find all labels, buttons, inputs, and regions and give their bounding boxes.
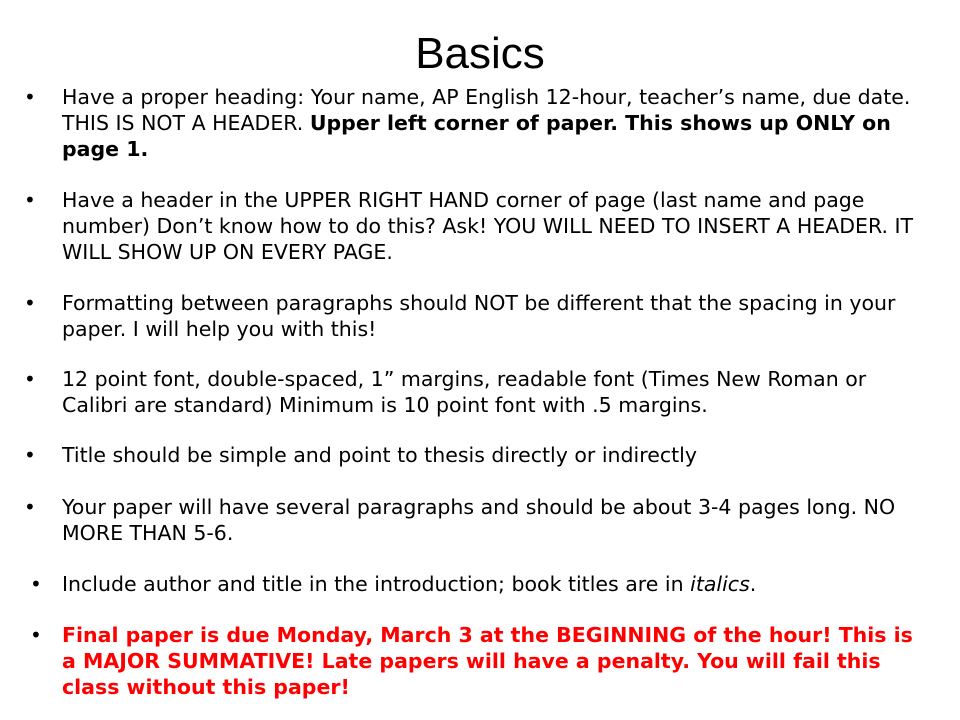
bullet-dot-icon: •: [24, 291, 36, 315]
bullet-dot-icon: •: [24, 188, 36, 212]
bullet-text: Formatting between paragraphs should NOT be different that the spacing in your paper. I will help you with this!: [62, 291, 896, 341]
bullet-dot-icon: •: [24, 367, 36, 391]
bullet-dot-icon: •: [24, 443, 36, 467]
bullet-text: Have a header in the UPPER RIGHT HAND corner of page (last name and page number) Don’t know how to do this? Ask! YOU WILL NEED TO INSERT A HEADER. IT WILL SHOW UP ON EVERY PAGE.: [62, 188, 914, 264]
bullet-text-period: .: [749, 572, 757, 596]
bullet-text-bold: Upper left corner of paper. This shows up ONLY on page 1.: [62, 111, 891, 161]
bullet-dot-icon: •: [24, 495, 36, 519]
bullet-dot-icon: •: [30, 623, 42, 647]
bullet-text: Title should be simple and point to thesis directly or indirectly: [62, 443, 697, 467]
bullet-text-normal: Have a proper heading: Your name, AP English 12-hour, teacher’s name, due date. THIS IS NOT A HEADER.: [62, 85, 911, 135]
bullet-dot-icon: •: [30, 572, 42, 596]
bullet-text: [62, 84, 918, 162]
bullet-text: [62, 571, 918, 597]
bullet-text: Your paper will have several paragraphs and should be about 3-4 pages long. NO MORE THAN 5-6.: [62, 495, 896, 545]
bullet-text-red: Final paper is due Monday, March 3 at the BEGINNING of the hour! This is a MAJOR SUMMATIVE! Late papers will have a penalty. You will fail this class without this paper!: [62, 623, 913, 699]
slide-title: Basics: [415, 29, 545, 78]
bullet-text: 12 point font, double-spaced, 1” margins, readable font (Times New Roman or Calibri are standard) Minimum is 10 point font with .5 margins.: [62, 367, 867, 417]
bullet-text-normal: Include author and title in the introduction; book titles are in: [62, 572, 684, 596]
bullet-dot-icon: •: [24, 85, 36, 109]
bullet-text-italic: italics: [690, 572, 750, 596]
